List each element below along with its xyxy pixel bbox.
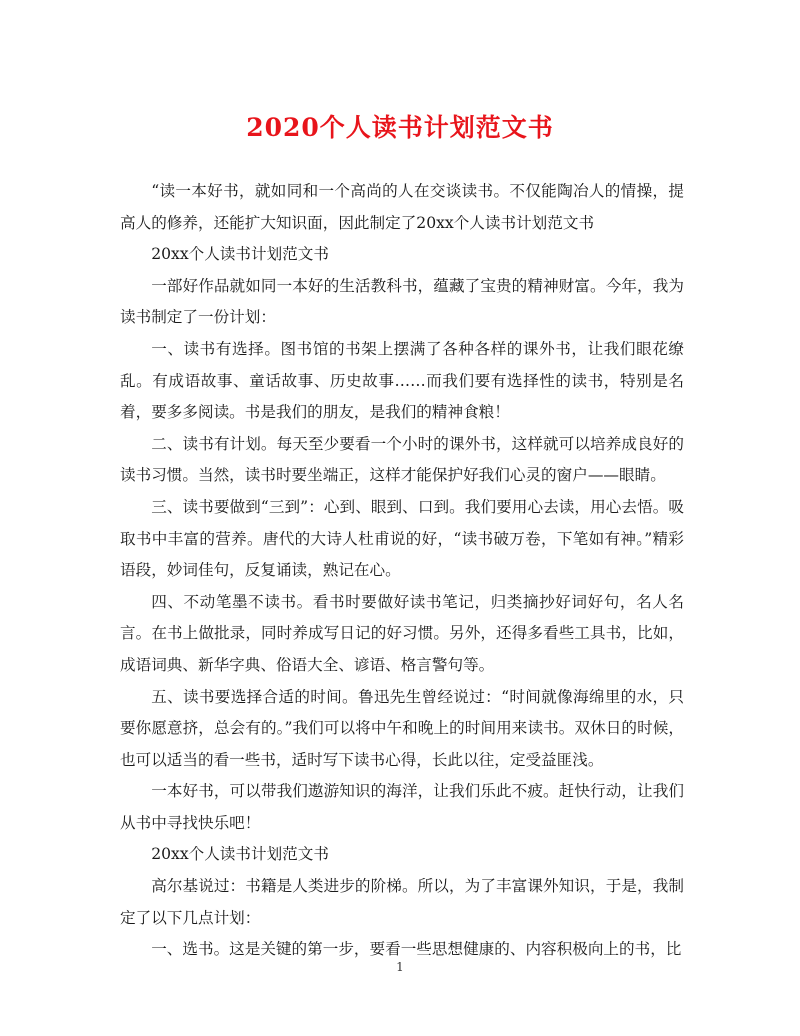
paragraph: 三、读书要做到“三到”：心到、眼到、口到。我们要用心去读，用心去悟。吸取书中丰富的营养。唐代的大诗人杜甫说的好，“读书破万卷，下笔如有神。”精彩语段，妙词佳句，反复诵读，熟记在心。 [120,497,684,580]
section-heading: 20xx个人读书计划范文书 [151,845,329,864]
document-body [120,176,684,966]
paragraph: 一部好作品就如同一本好的生活教科书，蕴藏了宝贵的精神财富。今年，我为读书制定了一份计划： [120,276,684,327]
page-number: 1 [396,960,404,974]
paragraph: 四、不动笔墨不读书。看书时要做好读书笔记，归类摘抄好词好句，名人名言。在书上做批录，同时养成写日记的好习惯。另外，还得多看些工具书，比如，成语词典、新华字典、俗语大全、谚语、格言警句等。 [120,592,684,674]
paragraph: 二、读书有计划。每天至少要看一个小时的课外书，这样就可以培养成良好的读书习惯。当然，读书时要坐端正，这样才能保护好我们心灵的窗户——眼睛。 [120,434,684,485]
paragraph: 一、选书。这是关键的第一步，要看一些思想健康的、内容积极向上的书，比 [151,940,682,959]
paragraph: 五、读书要选择合适的时间。鲁迅先生曾经说过：“时间就像海绵里的水，只要你愿意挤，总会有的。”我们可以将中午和晚上的时间用来读书。双休日的时候，也可以适当的看一些书，适时写下读书心得，长此以往，定受益匪浅。 [120,687,684,769]
paragraph: 一本好书，可以带我们遨游知识的海洋，让我们乐此不疲。赶快行动，让我们从书中寻找快乐吧！ [120,782,684,832]
section-heading: 20xx个人读书计划范文书 [151,245,329,264]
document-title: 2020个人读书计划范文书 [246,113,554,142]
paragraph: 高尔基说过：书籍是人类进步的阶梯。所以，为了丰富课外知识，于是，我制定了以下几点计划： [120,877,684,927]
paragraph: 一、读书有选择。图书馆的书架上摆满了各种各样的课外书，让我们眼花缭乱。有成语故事、童话故事、历史故事……而我们要有选择性的读书，特别是名着，要多多阅读。书是我们的朋友，是我们的精神食粮！ [120,339,684,422]
paragraph-intro: “读一本好书，就如同和一个高尚的人在交谈读书。不仅能陶冶人的情操，提高人的修养，还能扩大知识面，因此制定了20xx个人读书计划范文书 [120,182,684,232]
